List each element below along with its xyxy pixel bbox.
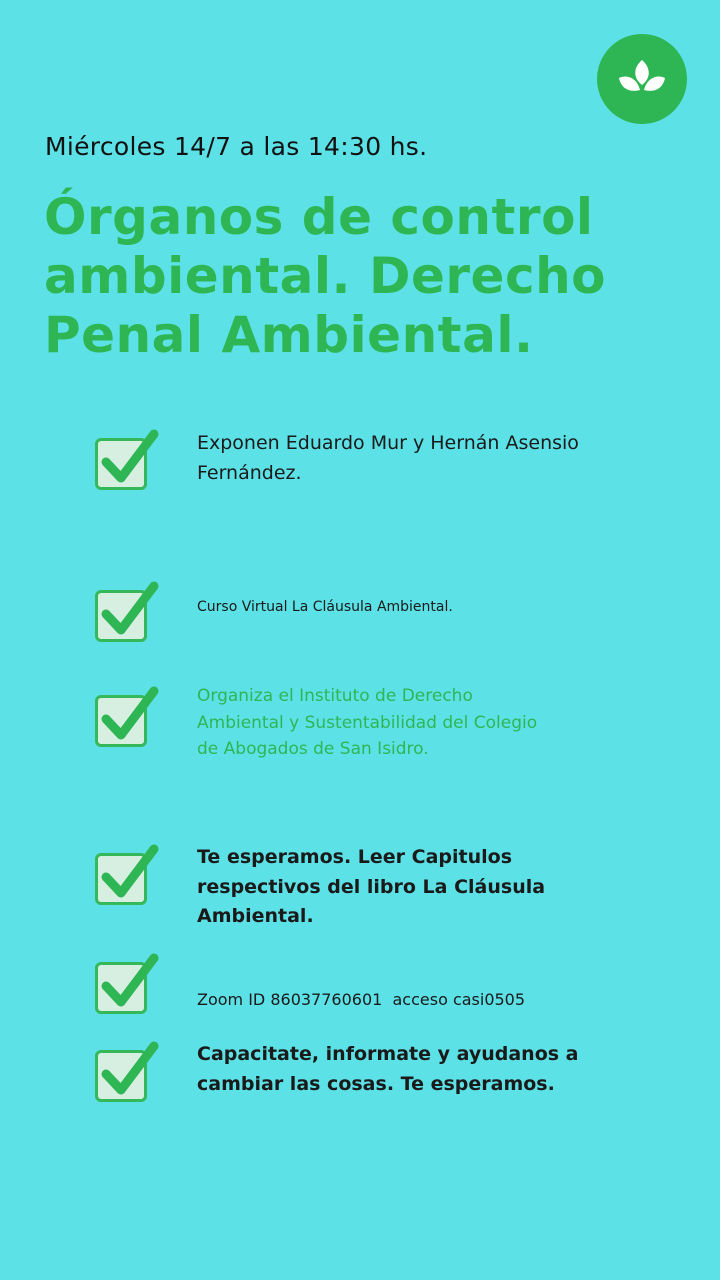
list-item: Zoom ID 86037760601 acceso casi0505 xyxy=(197,990,526,1009)
title-line: ambiental. Derecho xyxy=(44,247,607,305)
list-item: Capacitate, informate y ayudanos a cambiar las cosas. Te esperamos. xyxy=(197,1043,579,1095)
page-title xyxy=(44,188,714,365)
leaf-sprout-icon xyxy=(597,34,687,124)
logo-badge xyxy=(597,34,687,124)
list-item: Exponen Eduardo Mur y Hernán Asensio Fernández. xyxy=(197,432,579,484)
list-item: Organiza el Instituto de Derecho Ambiental y Sustentabilidad del Colegio de Abogados de San Isidro. xyxy=(197,686,538,759)
list-item: Curso Virtual La Cláusula Ambiental. xyxy=(197,599,453,615)
list-item: Te esperamos. Leer Capitulos respectivos del libro La Cláusula Ambiental. xyxy=(197,846,546,927)
event-date: Miércoles 14/7 a las 14:30 hs. xyxy=(45,132,428,161)
checkbox-icon xyxy=(93,1040,161,1108)
title-line: Órganos de control xyxy=(44,188,594,246)
title-line: Penal Ambiental. xyxy=(44,306,534,364)
checkbox-icon xyxy=(93,428,161,496)
checkbox-icon xyxy=(93,685,161,753)
checkbox-icon xyxy=(93,952,161,1020)
checkbox-icon xyxy=(93,580,161,648)
checkbox-icon xyxy=(93,843,161,911)
